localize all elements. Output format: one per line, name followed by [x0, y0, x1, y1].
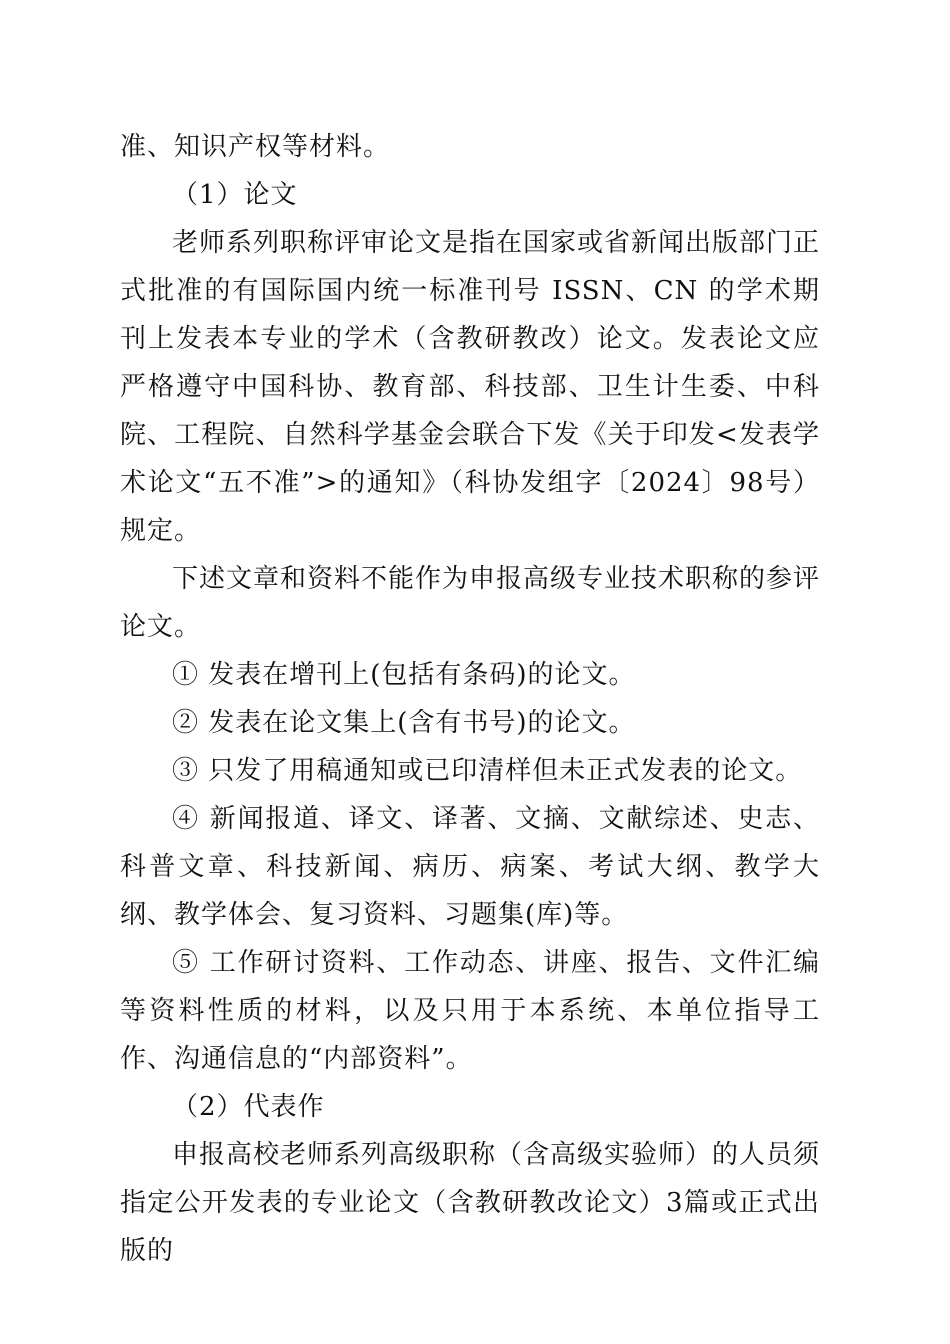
paragraph-continuation: 准、知识产权等材料。 — [120, 132, 391, 162]
paragraph-paper-definition: 老师系列职称评审论文是指在国家或省新闻出版部门正式批准的有国际国内统一标准刊号 ISSN、CN 的学术期刊上发表本专业的学术（含教研教改）论文。发表论文应严格遵守中国科协、教育部、科技部、卫生计生委、中科院、工程院、自然科学基金会联合下发《关于印发<发表学术论文“五不准”>的通知》（科协发组字〔2024〕98号）规定。 — [120, 228, 821, 546]
section-heading-representative-works: （2）代表作 — [172, 1092, 325, 1122]
list-item-1: ① 发表在增刊上(包括有条码)的论文。 — [172, 660, 636, 690]
paragraph-representative-works: 申报高校老师系列高级职称（含高级实验师）的人员须指定公开发表的专业论文（含教研教改论文）3篇或正式出版的 — [120, 1140, 821, 1266]
paragraph-excluded-intro: 下述文章和资料不能作为申报高级专业技术职称的参评论文。 — [120, 564, 821, 642]
list-item-2: ② 发表在论文集上(含有书号)的论文。 — [172, 708, 636, 738]
document-body — [120, 123, 820, 1275]
section-heading-papers: （1）论文 — [172, 180, 298, 210]
list-item-3: ③ 只发了用稿通知或已印清样但未正式发表的论文。 — [172, 756, 803, 786]
list-item-4: ④ 新闻报道、译文、译著、文摘、文献综述、史志、科普文章、科技新闻、病历、病案、考试大纲、教学大纲、教学体会、复习资料、习题集(库)等。 — [120, 804, 820, 930]
list-item-5: ⑤ 工作研讨资料、工作动态、讲座、报告、文件汇编等资料性质的材料，以及只用于本系统、本单位指导工作、沟通信息的“内部资料”。 — [120, 948, 820, 1074]
